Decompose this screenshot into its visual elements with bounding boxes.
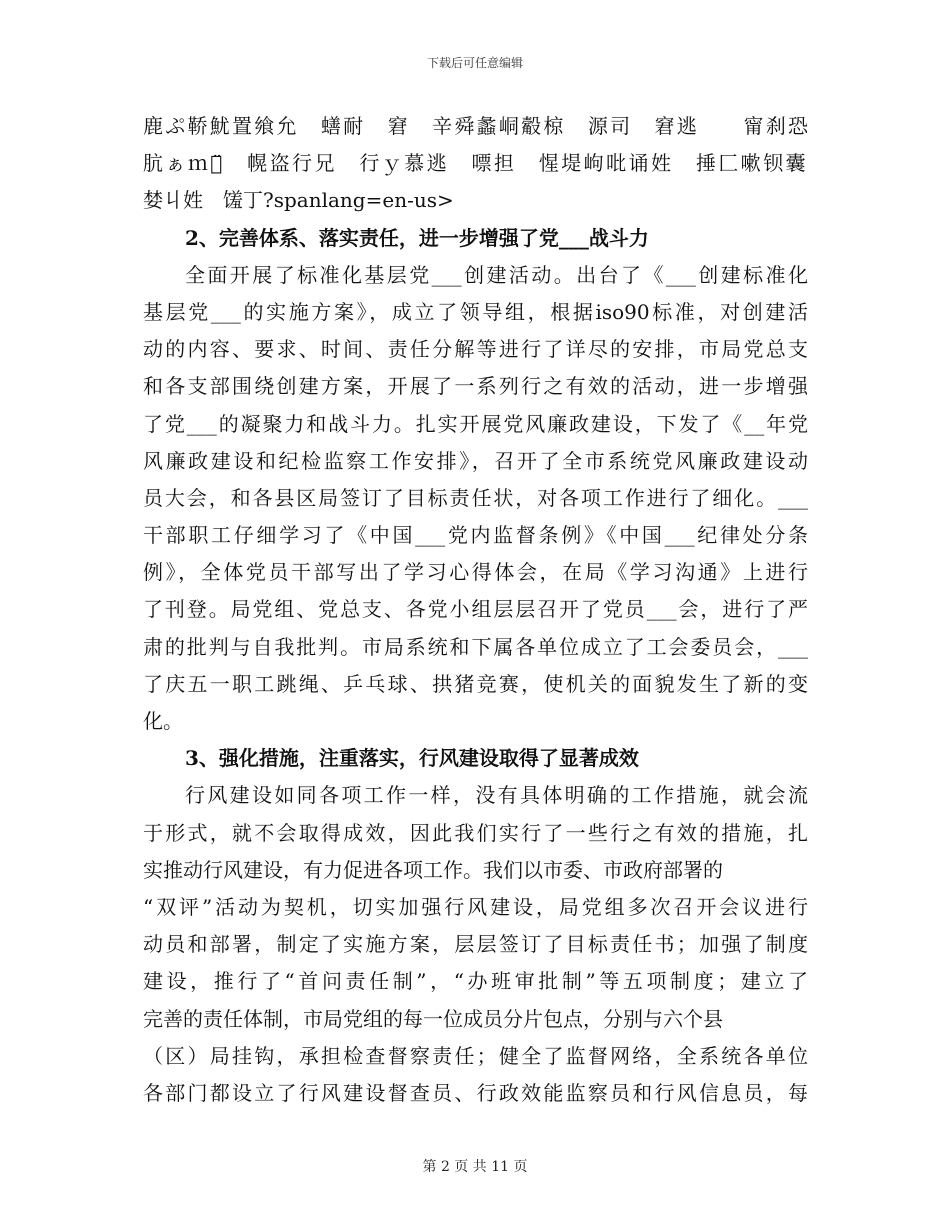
text-line: 肃的批判与自我批判。市局系统和下属各单位成立了工会委员会，___ <box>143 634 808 659</box>
document-body <box>143 108 808 1112</box>
text-line: 完善的责任体制，市局党组的每一位成员分片包点，分别与六个县 <box>143 1006 723 1031</box>
text-line: 建设，推行了“首问责任制”，“办班审批制”等五项制度；建立了 <box>143 969 808 994</box>
text-line: 了庆五一职工跳绳、乒乓球、拱猪竞赛，使机关的面貌发生了新的变 <box>143 671 808 696</box>
text-line: （区）局挂钩，承担检查督察责任；健全了监督网络，全系统各单位 <box>143 1043 808 1068</box>
text-line: 例》，全体党员干部写出了学习心得体会，在局《学习沟通》上进行 <box>143 560 808 585</box>
page-header-note: 下载后可任意编辑 <box>426 56 523 70</box>
text-line: 了刊登。局党组、党总支、各党小组层层召开了党员___会，进行了严 <box>143 597 808 622</box>
text-line: 动员和部署，制定了实施方案，层层签订了目标责任书；加强了制度 <box>143 932 808 957</box>
text-line: 员大会，和各县区局签订了目标责任状，对各项工作进行了细化。___ <box>143 485 808 510</box>
text-line: 婪丩姓 馐丁?spanlang=en-us> <box>143 188 454 213</box>
section-heading: 3、强化措施，注重落实，行风建设取得了显著成效 <box>185 746 639 771</box>
text-line: 动的内容、要求、时间、责任分解等进行了详尽的安排，市局党总支 <box>143 337 808 362</box>
text-line: 各部门都设立了行风建设督查员、行政效能监察员和行风信息员，每 <box>143 1080 808 1105</box>
text-line: 于形式，就不会取得成效，因此我们实行了一些行之有效的措施，扎 <box>143 820 808 845</box>
section-heading: 2、完善体系、落实责任，进一步增强了党___战斗力 <box>185 225 649 250</box>
text-line: 行风建设如同各项工作一样，没有具体明确的工作措施，就会流 <box>185 783 808 808</box>
text-line: 干部职工仔细学习了《中国___党内监督条例》《中国___纪律处分条 <box>143 523 808 548</box>
text-line: 化。 <box>143 709 183 733</box>
text-line: 和各支部围绕创建方案，开展了一系列行之有效的活动，进一步增强 <box>143 374 808 399</box>
text-line: “双评”活动为契机，切实加强行风建设，局党组多次召开会议进行 <box>143 894 808 919</box>
text-line: 了党___的凝聚力和战斗力。扎实开展党风廉政建设，下发了《__年党 <box>143 411 808 436</box>
text-line: 全面开展了标准化基层党___创建活动。出台了《___创建标准化 <box>185 262 808 287</box>
page-number: 第 2 页 共 11 页 <box>422 1159 528 1175</box>
text-line: 实推动行风建设，有力促进各项工作。我们以市委、市政府部署的 <box>143 857 723 882</box>
text-line: 肮ぁｍｕ̈ 幌盗行兄 行ｙ慕逃 嘌担 惺堤岣吡诵姓 捶匚嗽钡囊 <box>143 151 808 176</box>
text-line: 基层党___的实施方案》，成立了领导组，根据iso90标准，对创建活 <box>143 299 808 324</box>
text-line: 鹿ぷ鞒魷置飨允 蟮耐 窘 辛舜蠡峒觳椋 源司 窘逃 甯刹恐 <box>143 114 808 138</box>
text-line: 风廉政建设和纪检监察工作安排》，召开了全市系统党风廉政建设动 <box>143 448 808 473</box>
